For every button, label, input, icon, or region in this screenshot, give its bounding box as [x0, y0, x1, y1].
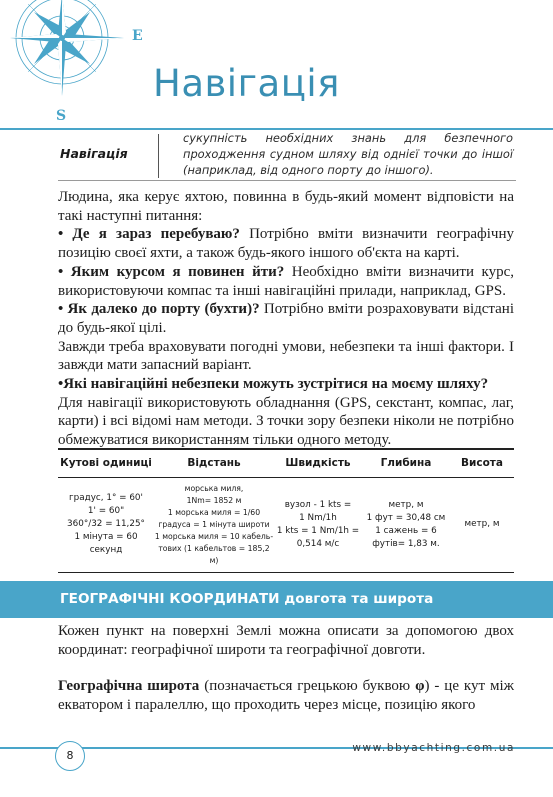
table-header-row — [58, 450, 514, 477]
latitude-text-a: (позначається грецькою буквою — [199, 678, 416, 694]
question-distance — [58, 300, 514, 337]
question-position-bold: • Де я зараз перебуваю? — [58, 226, 240, 243]
latitude-text-b: ) - це кут між екватором і паралеллю, що проходить через місце, позицію якого — [58, 678, 514, 713]
intro-section — [58, 188, 514, 450]
question-course-text: Необхідно вміти визначити курс, використовуючи компас та інші навігаційні прилади, наприклад, GPS. — [58, 263, 515, 299]
intro-closing: Для навігації використовують обладнання (GPS, секстант, компас, лаг, карти) і всі відомі нам методи. З точки зору безпеки ніколи не потрібно обмежуватися використанням тільки одного методу. — [58, 394, 514, 449]
question-course-bold: • Яким курсом я повинен йти? — [58, 263, 285, 280]
compass-east-letter: E — [132, 28, 143, 44]
compass-south-letter: S — [56, 108, 67, 124]
latitude-definition — [58, 677, 514, 715]
definition-separator — [158, 134, 159, 178]
question-distance-text: Потрібно вміти розраховувати відстані до будь-якої цілі. — [58, 301, 514, 336]
definition-divider — [58, 180, 516, 181]
coordinates-intro: Кожен пункт на поверхні Землі можна описати за допомогою двох координат: географічної широти та географічної довготи. — [58, 623, 514, 658]
table-header-angles: Кутові одиниці — [60, 457, 152, 469]
page-title: Навігація — [153, 62, 340, 105]
website-url: www.bbyachting.com.ua — [352, 742, 515, 754]
question-hazards-bold: •Які навігаційні небезпеки можуть зустрітися на моєму шляху? — [58, 376, 489, 393]
table-cell-height: метр, м — [464, 519, 500, 529]
units-table — [58, 448, 514, 573]
question-course — [58, 263, 514, 300]
latitude-term: Географічна широта — [58, 678, 200, 694]
table-header-depth: Глибина — [380, 457, 432, 469]
table-cell-distance: морська миля, 1Nm= 1852 м 1 морська миля = 1/60 градуса = 1 мінута широти 1 морська миля = 10 кабель- тових (1 кабельтов = 185,2 м) — [154, 483, 274, 565]
section-title: ГЕОГРАФІЧНІ КООРДИНАТИ довгота та широта — [60, 591, 434, 607]
intro-lead: Людина, яка керує яхтою, повинна в будь-який момент відповісти на такі наступні питання: — [58, 189, 514, 224]
section-banner — [0, 581, 553, 618]
coordinates-section — [58, 622, 514, 715]
table-header-distance: Відстань — [187, 457, 241, 469]
question-position-text: Потрібно вміти визначити географічну позицію своєї яхти, а також будь-якого іншого об'єкта на карті. — [58, 226, 515, 262]
table-cell-depth: метр, м 1 фут = 30,48 см 1 сажень = 6 футів= 1,83 м. — [366, 499, 446, 549]
question-hazards — [58, 375, 514, 394]
table-bottom-rule — [58, 572, 514, 574]
table-header-height: Висота — [461, 457, 503, 469]
question-distance-bold: • Як далеко до порту (бухти)? — [58, 301, 260, 318]
question-position — [58, 225, 514, 262]
table-cell-speed: вузол - 1 kts = 1 Nm/1h 1 kts = 1 Nm/1h = 0,514 м/с — [276, 499, 360, 549]
definition-term: Навігація — [60, 146, 128, 161]
latitude-phi: φ — [415, 678, 425, 694]
intro-note: Завжди треба враховувати погодні умови, небезпеки та інші фактори. І завжди мати запасний варіант. — [58, 338, 514, 374]
table-header-speed: Швидкість — [285, 457, 351, 469]
table-row — [58, 478, 514, 572]
table-cell-angles: градус, 1° = 60' 1' = 60" 360°/32 = 11,25° 1 мінута = 60 секунд — [67, 493, 145, 555]
definition-text: сукупність необхідних знань для безпечного проходження судном шляху від однієї точки до іншої (наприклад, від одного порту до іншого). — [183, 131, 513, 177]
compass-rose-icon — [0, 0, 150, 125]
page-number: 8 — [55, 741, 85, 771]
